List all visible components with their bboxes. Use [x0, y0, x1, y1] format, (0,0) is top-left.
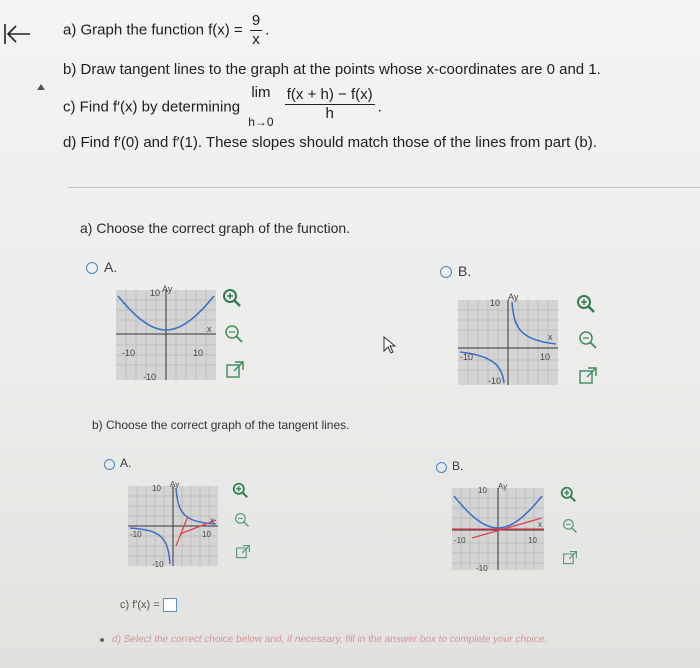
- graph-b-a-ylabel: Ay: [170, 480, 180, 489]
- graph-a-b-xtick-left: -10: [460, 352, 474, 362]
- part-b-option-a-label: A.: [120, 456, 132, 470]
- zoom-in-icon[interactable]: [576, 294, 596, 314]
- graph-a-a-xlabel: x: [207, 324, 212, 334]
- graph-b-option-b[interactable]: [452, 488, 544, 570]
- zoom-out-icon[interactable]: [578, 330, 598, 350]
- part-c-label: c) f′(x) =: [120, 598, 160, 611]
- graph-a-b-ytick-top: 10: [490, 298, 501, 308]
- zoom-in-icon[interactable]: [222, 288, 242, 308]
- open-new-window-icon[interactable]: [235, 544, 251, 560]
- open-new-window-icon[interactable]: [562, 550, 578, 566]
- part-d-instructions: d) Select the correct choice below and, if necessary, fill in the answer box to complete your choice.: [111, 634, 548, 645]
- graph-b-b-xlabel: x: [538, 520, 542, 529]
- fraction-9-over-x: $\frac{9}{x}$: [251, 12, 261, 48]
- open-new-window-icon[interactable]: [225, 360, 245, 380]
- graph-a-a-ylabel: Ay: [162, 284, 173, 294]
- graph-a-b-xlabel: x: [548, 332, 553, 342]
- graph-a-a-ytick-top: 10: [150, 288, 161, 298]
- graph-b-b-ylabel: Ay: [498, 482, 508, 491]
- mouse-cursor-icon: [383, 336, 397, 354]
- graph-a-b-ytick-bottom: -10: [488, 376, 502, 386]
- graph-b-a-xlabel: x: [210, 516, 214, 525]
- part-a-option-a-label: A.: [104, 259, 118, 275]
- question-b: b) Draw tangent lines to the graph at the points whose x-coordinates are 0 and 1.: [63, 61, 601, 78]
- part-b-radio-b[interactable]: [436, 462, 447, 473]
- zoom-out-icon[interactable]: [562, 518, 578, 534]
- graph-b-a-xtick-right: 10: [202, 530, 211, 539]
- part-a-radio-a[interactable]: [86, 262, 98, 274]
- graph-a-option-a[interactable]: [116, 290, 216, 380]
- graph-a-a-xtick-left: -10: [122, 348, 136, 358]
- graph-b-b-xtick-right: 10: [528, 536, 537, 545]
- part-b-radio-a[interactable]: [104, 459, 115, 470]
- part-a-prompt: a) Choose the correct graph of the function.: [80, 220, 351, 236]
- part-c-answer-box[interactable]: [163, 598, 177, 612]
- graph-a-a-xtick-right: 10: [193, 348, 204, 358]
- question-d: d) Find f′(0) and f′(1). These slopes should match those of the lines from part (b).: [63, 134, 597, 151]
- part-a-radio-b[interactable]: [440, 266, 452, 278]
- graph-b-a-ytick-top: 10: [152, 484, 161, 493]
- graph-b-b-ytick-bottom: -10: [476, 564, 488, 573]
- part-b-option-b-label: B.: [452, 459, 464, 473]
- question-c: c) Find f′(x) by determining lim h→0 $\frac{f(x + h) - f(x)}{h}$ .: [63, 84, 382, 129]
- graph-b-option-a[interactable]: [128, 486, 218, 566]
- graph-b-a-ytick-bottom: -10: [152, 560, 164, 569]
- open-new-window-icon[interactable]: [578, 366, 598, 386]
- divider: [68, 187, 700, 188]
- graph-a-b-ylabel: Ay: [508, 292, 519, 302]
- part-c-row: [120, 598, 177, 612]
- graph-a-b-xtick-right: 10: [540, 352, 551, 362]
- part-a-option-b-label: B.: [458, 263, 472, 279]
- back-arrow-icon[interactable]: [2, 22, 32, 46]
- question-a: a) Graph the function f(x) = $\frac{9}{x}$ .: [63, 12, 270, 48]
- zoom-in-icon[interactable]: [232, 482, 249, 499]
- graph-b-a-xtick-left: -10: [130, 530, 142, 539]
- graph-b-b-xtick-left: -10: [454, 536, 466, 545]
- graph-b-b-ytick-top: 10: [478, 486, 487, 495]
- graph-a-option-b[interactable]: [458, 300, 558, 385]
- zoom-out-icon[interactable]: [224, 324, 244, 344]
- collapse-caret-icon[interactable]: [36, 83, 46, 91]
- part-b-prompt: b) Choose the correct graph of the tangent lines.: [92, 418, 350, 432]
- zoom-in-icon[interactable]: [560, 486, 577, 503]
- graph-a-a-ytick-bottom: -10: [143, 372, 157, 382]
- part-d-bullet: [100, 638, 104, 642]
- zoom-out-icon[interactable]: [234, 512, 250, 528]
